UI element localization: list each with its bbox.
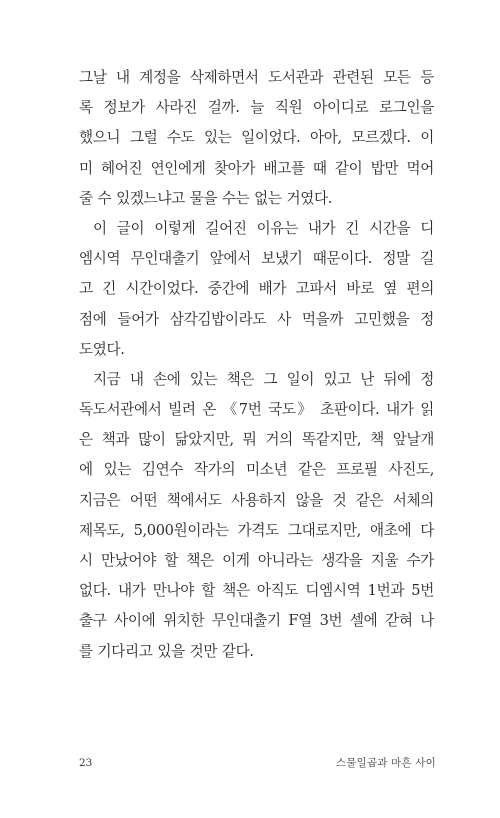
text-line: 미 헤어진 연인에게 찾아가 배고플 때 같이 밥만 먹어 [79, 159, 434, 177]
text-line: 없다. 내가 만나야 할 책은 아직도 디엠시역 1번과 5번 [79, 582, 434, 600]
text-line: 이 글이 이렇게 길어진 이유는 내가 긴 시간을 디 [93, 219, 434, 237]
page-footer [79, 754, 436, 772]
running-title: 스물일곱과 마흔 사이 [335, 757, 436, 769]
text-line: 시 만났어야 할 책은 이게 아니라는 생각을 지울 수가 [79, 552, 434, 569]
paragraph-2 [79, 214, 434, 365]
text-line: 점에 들어가 삼각김밥이라도 사 먹을까 고민했을 정 [79, 310, 434, 328]
paragraph-1 [79, 63, 434, 214]
text-line: 에 있는 김연수 작가의 미소년 같은 프로필 사진도, [79, 461, 434, 479]
text-line: 그날 내 계정을 삭제하면서 도서관과 관련된 모든 등 [79, 69, 434, 86]
text-line: 도였다. [79, 340, 125, 358]
text-line: 록 정보가 사라진 걸까. 늘 직원 아이디로 로그인을 [79, 99, 434, 117]
text-line: 독도서관에서 빌려 온 《7번 국도》 초판이다. 내가 읽 [79, 401, 434, 419]
page-number: 23 [79, 757, 93, 769]
text-line: 은 책과 많이 닮았지만, 뭐 거의 똑같지만, 책 앞날개 [79, 431, 434, 449]
body-text [79, 63, 434, 667]
paragraph-3 [79, 365, 434, 667]
text-line: 제목도, 5,000원이라는 가격도 그대로지만, 애초에 다 [79, 521, 434, 539]
text-line: 를 기다리고 있을 것만 같다. [79, 642, 254, 660]
text-line: 줄 수 있겠느냐고 물을 수는 없는 거였다. [79, 189, 332, 207]
text-line: 엠시역 무인대출기 앞에서 보냈기 때문이다. 정말 길 [79, 250, 434, 268]
text-line: 출구 사이에 위치한 무인대출기 F열 3번 셀에 갇혀 나 [79, 612, 434, 630]
text-line: 고 긴 시간이었다. 중간에 배가 고파서 바로 옆 편의 [79, 280, 434, 298]
text-line: 지금 내 손에 있는 책은 그 일이 있고 난 뒤에 정 [93, 370, 434, 388]
text-line: 지금은 어떤 책에서도 사용하지 않을 것 같은 서체의 [79, 491, 434, 509]
text-line: 했으니 그럴 수도 있는 일이었다. 아아, 모르겠다. 이 [79, 129, 434, 147]
